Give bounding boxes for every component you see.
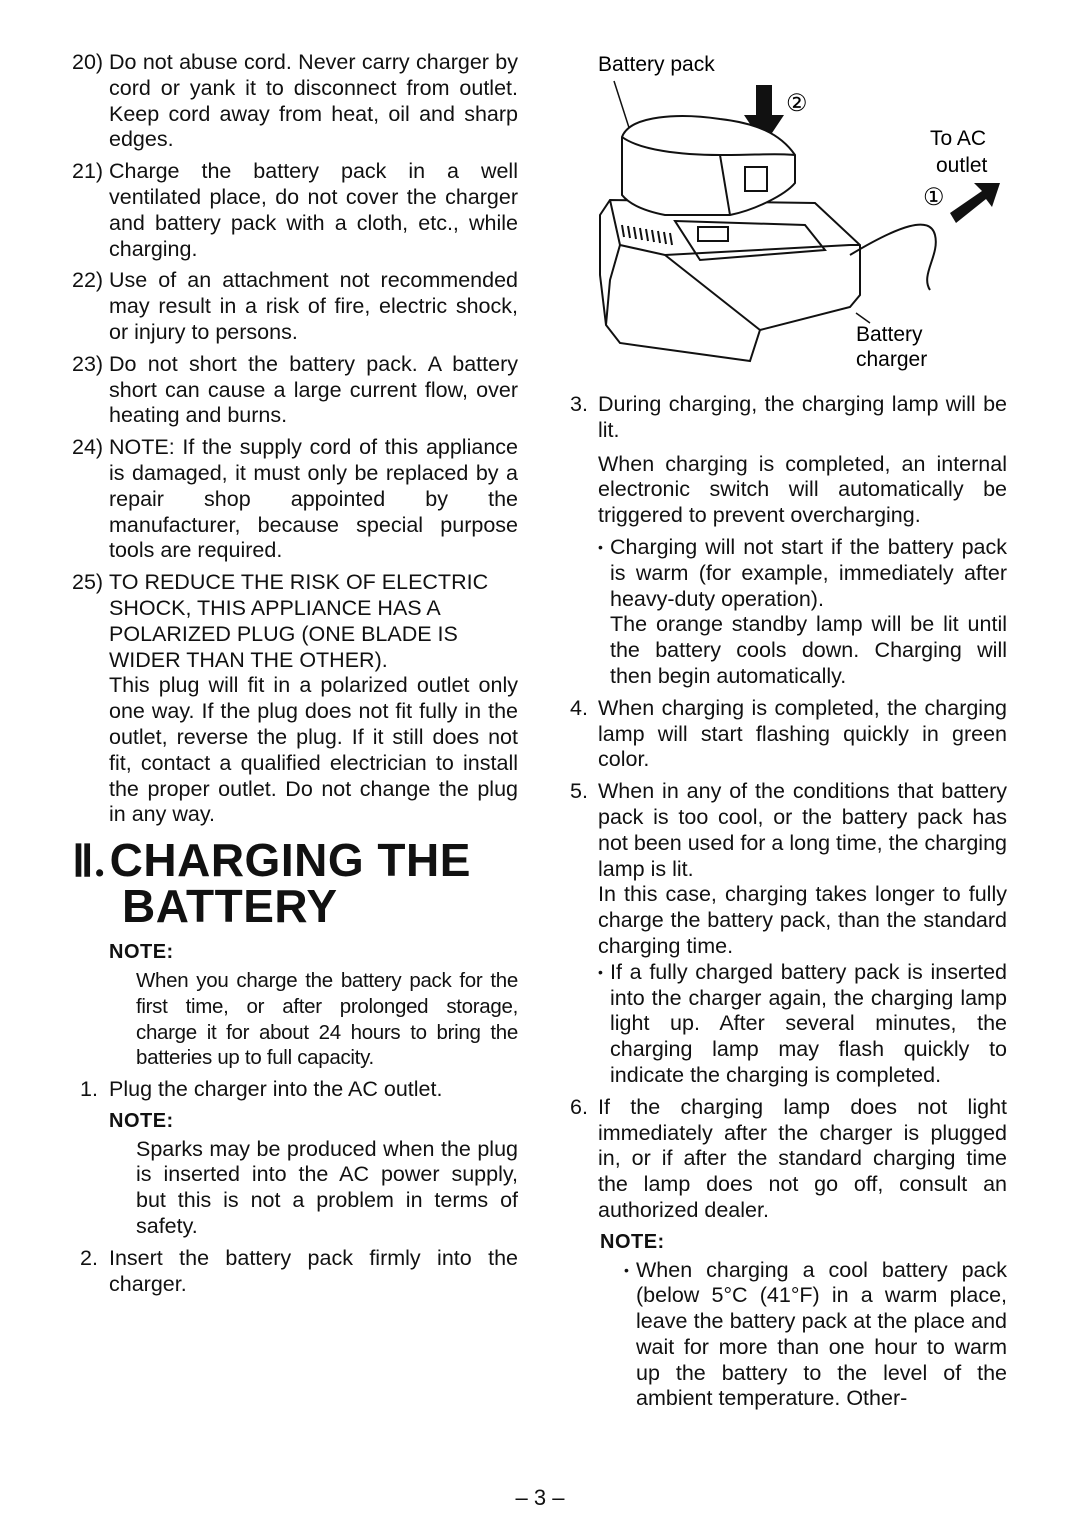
bullet-dot-icon: • bbox=[598, 538, 603, 555]
battery-charger-label-1: Battery bbox=[856, 323, 923, 346]
section-heading bbox=[72, 834, 518, 933]
page-number: – 3 – bbox=[515, 1485, 565, 1510]
battery-pack-label: Battery pack bbox=[598, 53, 715, 76]
note-block-3 bbox=[570, 1230, 1007, 1413]
outlet-label: outlet bbox=[936, 154, 988, 177]
note-block-1 bbox=[72, 940, 518, 1071]
section-title-line1: CHARGING THE bbox=[109, 834, 471, 887]
step-number: 6. bbox=[570, 1094, 588, 1119]
step-3 bbox=[570, 392, 1007, 690]
step-text: When in any of the conditions that battery pack is too cool, or the battery pack has not been used for a long time, the charging lamp is lit. bbox=[598, 779, 1007, 881]
step-paragraph: When charging is completed, an internal electronic switch will automatically be triggered to prevent overcharging. bbox=[598, 451, 1007, 528]
charger-leader-line bbox=[856, 313, 870, 323]
note-label: NOTE: bbox=[600, 1230, 665, 1253]
item-text: TO REDUCE THE RISK OF ELECTRIC SHOCK, THIS APPLIANCE HAS A POLARIZED PLUG (ONE BLADE IS WIDER THAN THE OTHER). bbox=[109, 570, 489, 672]
step-number: 1. bbox=[80, 1077, 98, 1102]
step-1 bbox=[72, 1077, 518, 1103]
step-text: When charging is completed, the charging lamp will start flashing quickly in green color. bbox=[598, 695, 1007, 772]
list-item-24 bbox=[72, 435, 518, 564]
step-text: During charging, the charging lamp will be lit. bbox=[598, 392, 1007, 442]
item-text: Do not abuse cord. Never carry charger by cord or yank it to disconnect from outlet. Keep cord away from heat, oil and sharp edges. bbox=[109, 50, 518, 152]
item-number: 25) bbox=[72, 570, 104, 595]
item-number: 20) bbox=[72, 50, 104, 74]
note-bullet bbox=[600, 1258, 1007, 1413]
note-bullet-text: When charging a cool battery pack (below 5°C (41°F) in a warm place, leave the battery pack at the place and wait for more than one hour to warm up the battery to the level of the ambient temperature. Other- bbox=[636, 1257, 1007, 1411]
list-item-22 bbox=[72, 268, 518, 345]
list-item-25 bbox=[72, 570, 518, 828]
item-number: 21) bbox=[72, 159, 104, 184]
left-column bbox=[72, 50, 518, 1303]
bullet-dot-icon: • bbox=[598, 963, 603, 980]
list-item-21 bbox=[72, 159, 518, 262]
power-cord bbox=[850, 225, 936, 290]
step-number: 2. bbox=[80, 1245, 98, 1270]
step-number: 4. bbox=[570, 695, 588, 720]
step-6 bbox=[570, 1095, 1007, 1224]
bullet-extra-text: The orange standby lamp will be lit until the battery cools down. Charging will then begin automatically. bbox=[610, 612, 1007, 688]
step-text: If the charging lamp does not light immediately after the charger is plugged in, or if after the standard charging time the lamp does not go off, consult an authorized dealer. bbox=[598, 1094, 1007, 1222]
item-number: 22) bbox=[72, 268, 104, 293]
step-text: Insert the battery pack firmly into the charger. bbox=[109, 1245, 518, 1296]
step-number: 3. bbox=[570, 392, 588, 416]
step-number: 5. bbox=[570, 779, 588, 804]
item-text: NOTE: If the supply cord of this appliance is damaged, it must only be replaced by a repair shop appointed by the manufacturer, because special purpose tools are required. bbox=[109, 435, 518, 563]
step-paragraph: In this case, charging takes longer to fully charge the battery pack, than the standard charging time. bbox=[598, 882, 1007, 958]
step-bullet bbox=[598, 535, 1007, 690]
item-text: Use of an attachment not recommended may result in a risk of fire, electric shock, or injury to persons. bbox=[109, 268, 518, 344]
note-text: Sparks may be produced when the plug is inserted into the AC power supply, but this is not a problem in terms of safety. bbox=[136, 1136, 518, 1239]
battery-charger-label-2: charger bbox=[856, 348, 928, 371]
item-number: 23) bbox=[72, 351, 104, 376]
item-number: 24) bbox=[72, 435, 104, 460]
bullet-text: If a fully charged battery pack is inserted into the charger again, the charging lamp light up. After several minutes, the charging lamp may flash quickly to indicate the charging is completed. bbox=[610, 959, 1007, 1087]
marker-1: ① bbox=[923, 184, 945, 211]
step-4 bbox=[570, 696, 1007, 773]
note-label: NOTE: bbox=[109, 1109, 174, 1132]
step-bullet bbox=[598, 960, 1007, 1089]
section-roman-numeral: Ⅱ. bbox=[72, 837, 106, 887]
marker-2: ② bbox=[786, 90, 808, 117]
item-extra-text: This plug will fit in a polarized outlet only one way. If the plug does not fit fully in the outlet, reverse the plug. If it still does not fit, contact a qualified electrician to install the proper outlet. Do not change the plug in any way. bbox=[109, 673, 518, 827]
item-text: Do not short the battery pack. A battery short can cause a large current flow, over heating and burns. bbox=[109, 351, 518, 428]
bullet-dot-icon: • bbox=[624, 1261, 629, 1278]
bullet-text: Charging will not start if the battery pack is warm (for example, immediately after heavy-duty operation). bbox=[610, 534, 1007, 611]
to-ac-label: To AC bbox=[930, 127, 987, 150]
section-title-line2: BATTERY bbox=[122, 880, 338, 933]
right-column bbox=[570, 392, 1007, 1412]
step-text: Plug the charger into the AC outlet. bbox=[109, 1077, 443, 1102]
list-item-23 bbox=[72, 352, 518, 429]
charger-base bbox=[600, 200, 860, 361]
charger-illustration bbox=[570, 45, 1030, 385]
note-text: When you charge the battery pack for the first time, or after prolonged storage, charge it for about 24 hours to bring the batteries up to full capacity. bbox=[136, 968, 518, 1070]
note-block-2 bbox=[72, 1109, 518, 1240]
step-2 bbox=[72, 1246, 518, 1298]
item-text: Charge the battery pack in a well ventilated place, do not cover the charger and battery pack with a cloth, etc., while charging. bbox=[109, 159, 518, 261]
step-5 bbox=[570, 779, 1007, 1089]
note-label: NOTE: bbox=[109, 941, 174, 964]
list-item-20 bbox=[72, 50, 518, 153]
arrow-up-right-icon bbox=[950, 183, 1000, 223]
